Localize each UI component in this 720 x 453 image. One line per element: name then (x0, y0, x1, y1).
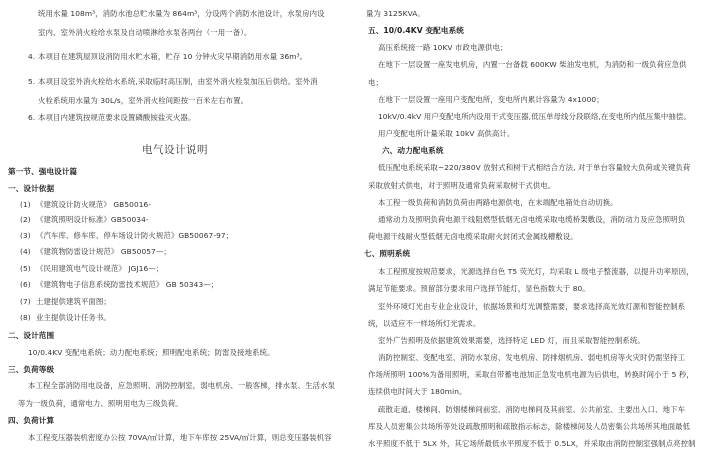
basis-item: 《汽车库、修车库、停车场设计防火规范》GB50067-97； (36, 231, 234, 240)
item-number: 4. (28, 52, 36, 61)
body-line: 采取放射式供电，对于照明及通常负荷采取树干式供电。 (368, 181, 556, 190)
body-line: 用户变配电所计量采取 10kV 高供高计。 (378, 129, 515, 138)
subsection-heading: 一、设计依据 (8, 184, 55, 193)
section-heading: 五、10/0.4KV 变配电系统 (368, 26, 464, 35)
basis-number: (7) (20, 297, 31, 306)
basis-number: (1) (20, 200, 31, 209)
body-line: 荷电源干线耐火型低烟无卤电缆采取耐火封闭式金属线槽敷设。 (368, 232, 578, 241)
body-line: 满足节能要求。预留部分要求用户选择节能灯，显色指数大于 80。 (368, 284, 590, 293)
body-line: 库及人员密集公共场所等处设疏散照明和疏散指示标志，除楼梯间及人员密集公共场所其地面最低 (368, 422, 691, 431)
body-line: 高压系统接一路 10KV 市政电源供电； (378, 43, 508, 52)
basis-item: 业主提供设计任务书。 (36, 313, 111, 322)
subsection-heading: 三、负荷等级 (8, 365, 55, 374)
basis-number: (8) (20, 313, 31, 322)
body-line: 消防控制室、变配电室、消防水泵房、发电机房、防排烟机房、弱电机房等火灾时仍需坚持工 (378, 353, 686, 362)
body-line: 电； (368, 78, 383, 87)
body-line: 本项目在建筑屋顶设消防用水贮水箱，贮存 10 分钟火灾早期消防用水量 36m³。 (38, 52, 308, 61)
basis-item: 《建筑物电子信息系统防雷技术规范》 GB 50343—； (36, 280, 219, 289)
body-line: 10kV/0.4kV 用户变配电所内设用干式变压器,低压单母线分段联络,在变电所内低压集中抽偿。 (378, 112, 691, 121)
basis-number: (4) (20, 247, 31, 256)
body-line: 量为 3125KVA。 (366, 9, 425, 18)
basis-item: 《建筑物防雷设计规范》 GB50057—； (36, 247, 171, 256)
item-number: 6. (28, 113, 36, 122)
body-line: 本工程照度按规范要求，光源选择自色 T5 荧光灯，均采取 L 级电子整流器，以提升功率原因， (378, 267, 694, 276)
basis-item: 《民用建筑电气设计规范》 JGJ16—； (36, 264, 164, 273)
body-line: 室外广告照明及依据建筑效果需要，选择特定 LED 灯，而且采取智能控制系统。 (378, 336, 645, 345)
body-line: 本工程一级负荷和消防负荷由两路电源供电，在末端配电箱处自动切换。 (378, 198, 618, 207)
basis-item: 《建筑照明设计标准》GB50034- (36, 215, 149, 224)
item-number: 5. (28, 77, 36, 86)
body-line: 统用水量 108m³，消防水池总贮水量为 864m³，分设两个消防水池设计，水泵房内设 (38, 9, 325, 18)
subsection-heading: 四、负荷计算 (8, 416, 55, 425)
body-line: 本项目设室外消火栓给水系统,采取临时高压制，由室外消火栓泵加压后供给。室外消 (38, 77, 318, 86)
body-line: 在地下一层设置一座发电机房，内置一台备载 600KW 柴油发电机，为消防和一级负荷应急供 (378, 60, 687, 69)
body-line: 本项目内建筑按规范要求设置磷酸铵盐灭火器。 (38, 113, 196, 122)
body-line: 统，以适应不一样场所灯光需求。 (368, 319, 481, 328)
body-line: 作场所照明 100%为备用照明，采取自带蓄电池加正急发电机电源为后供电，转换时间小于 5 秒， (368, 370, 694, 379)
body-line: 水平照度不低于 5LX 外，其它场所最低水平照度不低于 0.5LX，并采取由消防控制室强制点亮控制 (368, 439, 696, 448)
body-line: 室内、室外消火栓给水泵及自动喷淋给水泵各两台（一用一备）。 (38, 28, 252, 37)
document-title: 电气设计说明 (142, 144, 208, 156)
body-line: 疏散走道、楼梯间、防烟楼梯间前室、消防电梯间及其前室、公共前室、主要出入口、地下车 (378, 405, 686, 414)
body-line: 10/0.4KV 变配电系统；动力配电系统；照明配电系统；防雷及接地系统。 (28, 348, 275, 357)
basis-number: (2) (20, 215, 31, 224)
body-line: 通常动力及照明负荷电源干线阻燃型低烟无卤电缆采取电缆桥架敷设，消防动力及应急照明负 (378, 215, 686, 224)
body-line: 本工程全部消防用电设备，应急照明、消防控制室，弱电机房、一般客梯，排水泵、生活水泵 (28, 381, 336, 390)
body-line: 本工程变压器装机密度办公按 70VA/㎡计算，地下车库按 25VA/㎡计算，则总变压器装机容 (28, 433, 332, 442)
basis-number: (3) (20, 231, 31, 240)
body-line: 室外环境灯光由专业企业设计，依据场景和灯光调整需要，要求选择高光效灯源和智能控制系 (378, 302, 686, 311)
left-column (0, 0, 350, 453)
section-heading: 六、动力配电系统 (382, 146, 444, 155)
subsection-heading: 二、设计范围 (8, 331, 55, 340)
body-line: 在地下一层设置一座用户变配电所，变电所内累计容量为 4x1000； (378, 95, 604, 104)
basis-number: (5) (20, 264, 31, 273)
body-line: 火栓系统用水量为 30L/s，室外消火栓间距按一百米左右布置。 (38, 96, 249, 105)
basis-item: 土建提供建筑平面图； (36, 297, 111, 306)
basis-number: (6) (20, 280, 31, 289)
body-line: 等为一级负荷，通常电力、照明用电为三级负荷。 (18, 399, 183, 408)
body-line: 低压配电系统采取~220/380V 放射式和树干式相结合方法, 对于单台容量较大负荷或关键负荷 (378, 163, 691, 172)
section-heading: 七、照明系统 (364, 249, 411, 258)
section-heading: 第一节、强电设计篇 (8, 167, 78, 176)
right-column (364, 0, 714, 453)
body-line: 连续供电时间大于 180min。 (368, 387, 467, 396)
basis-item: 《建筑设计防火规范》 GB50016- (36, 200, 152, 209)
